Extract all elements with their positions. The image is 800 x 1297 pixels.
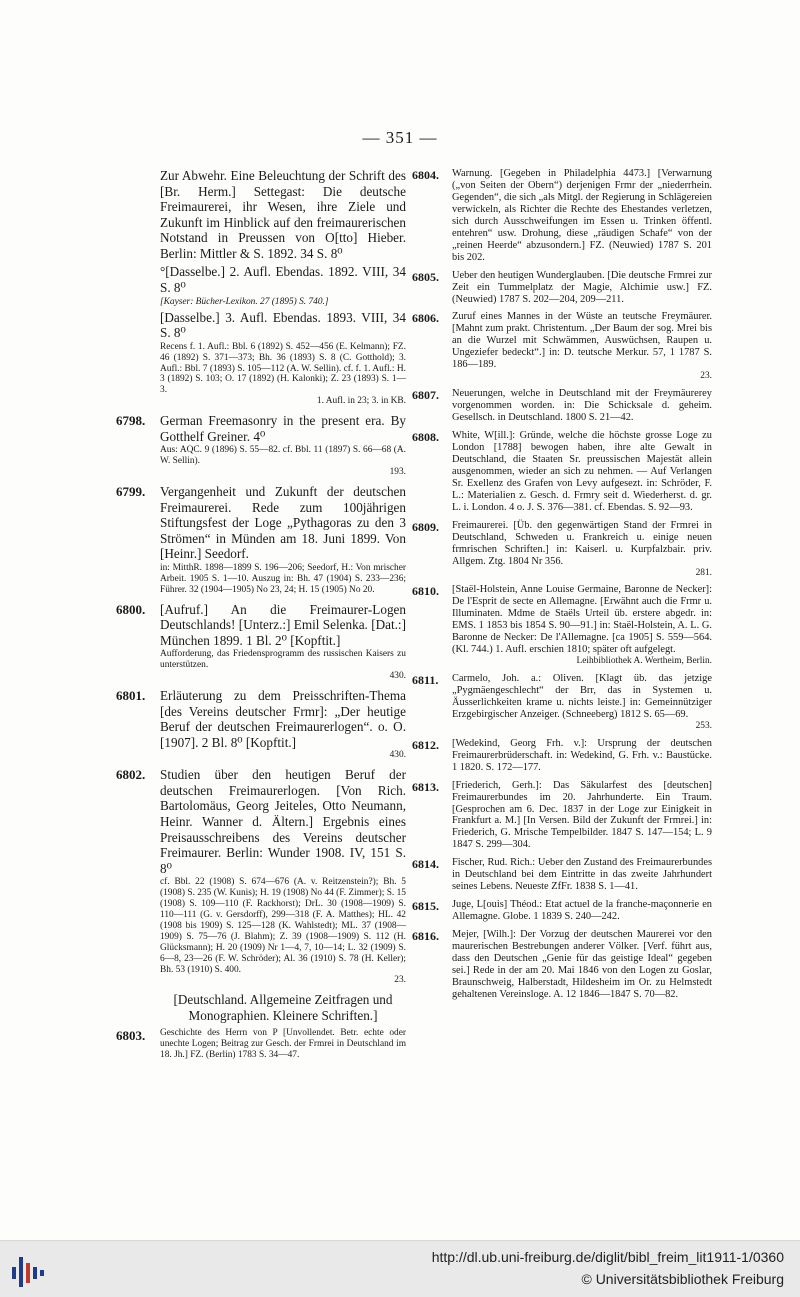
entry-continuation bbox=[116, 168, 406, 407]
entry-note: cf. Bbl. 22 (1908) S. 674—676 (A. v. Reitzenstein?); Bh. 5 (1908) S. 235 (W. Kunis); H. 19 (1908) No 44 (F. Zimmer); S. 15 (1908) S. 109—110 (F. Rackhorst); DrL. 30 (1908—1909) S. 110—111 (G. v. Gersdorff), 299—318 (F. A. Matthes); HL. 42 (1908 bis 1909) S. 125—128 (K. Wahlstedt); ML. 37 (1908—1909) S. 75—76 (J. Blahm); Z. 39 (1908—1909) S. 112 (H. Glücksmann); H. 20 (1909) Nr 1—4, 7, 10—14; L. 32 (1909) S. 6—8, 23—26 (F. W. Schröder); Al. 36 (1910) S. 78 (H. Keller); Bh. 53 (1910) S. 400. bbox=[160, 877, 406, 975]
entry-number: 6800. bbox=[116, 601, 146, 617]
copyright-text: © Universitätsbibliothek Freiburg bbox=[581, 1271, 784, 1287]
entry-6810 bbox=[412, 584, 712, 667]
page-number: — 351 — bbox=[362, 128, 438, 147]
entry-edition-2: °[Dasselbe.] 2. Aufl. Ebendas. 1892. VIII, 34 S. 8⁰ bbox=[160, 264, 406, 296]
entry-number: 6798. bbox=[116, 413, 146, 429]
entry-note: Aufforderung, das Friedensprogramm des russischen Kaisers zu unterstützen. bbox=[160, 649, 406, 671]
entry-main-text: Freimaurerei. [Üb. den gegenwärtigen Stand der Frmrei in Deutschland, Schweden u. Frankreich u. einige neuen frmrischen Schriften.] in: Kaiserl. u. Kurpfalzbair. priv. Allgem. Ztg. 1804 Nr 356. bbox=[452, 519, 712, 567]
entry-6804 bbox=[412, 168, 712, 264]
entry-main-text: [Staël-Holstein, Anne Louise Germaine, Baronne de Necker]: De l'Esprit de secte en Allemagne. [Erwähnt auch die Frmr u. Illuminaten. Mdme de Staëls Urteil üb. erstere abgedr. in: EMS. 1 1853 bis 1854 S. 90—91.] in: Staël-Holstein, A. L. G. Baronne de Necker: De l'Allemagne. [ca 1905] S. 559—564. (Kl. 744.) 1. Aufl. erschien 1810; später oft aufgelegt. bbox=[452, 584, 712, 656]
entry-main-text: [Friederich, Gerh.]: Das Säkularfest des [deutschen] Freimaurerbundes im 20. Jahrhunderte. Ein Traum. [Gesprochen am 6. Dec. 1837 in der Loge zur Einigkeit in Frankfurt a. M.] [In Versen. Bild der Zukunft der Frmrei.] in: Friederich, G. Mrische Tempelbilder. 1847 S. 147—154; L. 9 1847 S. 299—304. bbox=[452, 779, 712, 851]
entry-6799 bbox=[116, 484, 406, 596]
entry-holdings: Leihbibliothek A. Wertheim, Berlin. bbox=[576, 656, 712, 667]
entry-note: Aus: AQC. 9 (1896) S. 55—82. cf. Bbl. 11 (1897) S. 66—68 (A. W. Sellin). bbox=[160, 445, 406, 467]
entry-6807 bbox=[412, 388, 712, 424]
entry-holdings: 1. Aufl. in 23; 3. in KB. bbox=[316, 396, 406, 407]
entry-holdings: 253. bbox=[695, 720, 712, 731]
entry-number: 6810. bbox=[412, 584, 439, 599]
entry-holdings: 430. bbox=[389, 671, 406, 682]
entry-main-text: Erläuterung zu dem Preisschriften-Thema [des Vereins deutscher Frmr]: „Der heutige Beruf der deutschen Freimaurerlogen“. o. O. [1907]. 2 Bl. 8⁰ [Kopftit.] bbox=[160, 688, 406, 750]
entry-number: 6801. bbox=[116, 688, 146, 704]
entry-main-text: Ueber den heutigen Wunderglauben. [Die deutsche Frmrei zur Zeit ein Tummelplatz der Magie, Alchimie usw.] FZ. (Neuwied) 1787 S. 202—204, 209—211. bbox=[452, 269, 712, 305]
entry-number: 6806. bbox=[412, 311, 439, 326]
entry-6816 bbox=[412, 929, 712, 1001]
entry-main-text: Mejer, [Wilh.]: Der Vorzug der deutschen Maurerei vor den maurerischen Bestrebungen anderer Völker. [Verf. führt aus, dass den Deutschen „Genie für das geistige Ideal“ gegeben sei.] Rede in der am 20. Mai 1846 von den Logen zu Goslar, Braunschweig, Halberstadt, Hildesheim im Or. zu Helmstedt gehaltenen Vereinsloge. A. 12 1846—1847 S. 70—82. bbox=[452, 929, 712, 1000]
entry-number: 6813. bbox=[412, 779, 439, 794]
entry-holdings: 430. bbox=[389, 750, 406, 761]
entry-number: 6803. bbox=[116, 1028, 146, 1044]
entry-main-text: Warnung. [Gegeben in Philadelphia 4473.] [Verwarnung („von Seiten der Obern“) derjenigen Frmr der „niederrhein. Gegenden“, die sich „als Mitgl. der Regierung in Schlägereien verwickeln, als Richter die Rechte des Ehestandes verletzen, sich durch Ausschweifungen im Essen u. Trinken öffentl. entehren“ usw. Drohung, diese „räudigen Schafe“ von der „reinen Heerde“ abzusondern.] FZ. (Neuwied) 1787 S. 201 bis 202. bbox=[452, 168, 712, 263]
entry-6806 bbox=[412, 311, 712, 382]
entry-number: 6799. bbox=[116, 484, 146, 499]
entry-holdings: 23. bbox=[700, 371, 712, 382]
entry-6808 bbox=[412, 430, 712, 514]
entry-main-text: Carmelo, Joh. a.: Oliven. [Klagt üb. das jetzige „Pygmäengeschlecht“ der Brr, das in Systemen u. Äusserlichkeiten krame u. nichts leiste.] in: Gemeinnütziger Erzgebirgischer Anzeiger. (Schneeberg) 1812 S. 65—69. bbox=[452, 673, 712, 720]
entry-main-text: Vergangenheit und Zukunft der deutschen Freimaurerei. Rede zum 100jährigen Stiftungsfest der Loge „Pythagoras zu den 3 Strömen“ in Münden am 18. Juni 1899. Von [Heinr.] Seedorf. bbox=[160, 484, 406, 562]
entry-number: 6816. bbox=[412, 929, 439, 944]
entry-holdings: 193. bbox=[389, 467, 406, 478]
right-column bbox=[412, 168, 712, 1007]
entry-holdings: 281. bbox=[695, 567, 712, 578]
entry-6800 bbox=[116, 602, 406, 682]
entry-6815 bbox=[412, 899, 712, 923]
entry-edition-2-note: [Kayser: Bücher-Lexikon. 27 (1895) S. 740.] bbox=[160, 296, 329, 307]
entry-number: 6805. bbox=[412, 269, 439, 284]
entry-main-text: Zuruf eines Mannes in der Wüste an teutsche Freymäurer. [Mahnt zum prakt. Christentum. „Der Baum der sog. Mrei bis an die Wurzel mit Schwämmen, Auswüchsen, Raupen u. Ungeziefer bedeckt“.] in: D. teutsche Merkur. 57, 1 1787 S. 186—189. bbox=[452, 311, 712, 371]
entry-6809 bbox=[412, 520, 712, 579]
entry-number: 6815. bbox=[412, 899, 439, 914]
entry-6803 bbox=[116, 1028, 406, 1061]
entry-6814 bbox=[412, 857, 712, 893]
entry-main-text: [Aufruf.] An die Freimaurer-Logen Deutschlands! [Unterz.:] Emil Selenka. [Dat.:] München 1899. 1 Bl. 2⁰ [Kopftit.] bbox=[160, 601, 406, 648]
entry-edition-3: [Dasselbe.] 3. Aufl. Ebendas. 1893. VIII, 34 S. 8⁰ bbox=[160, 309, 406, 341]
entry-main-text: Zur Abwehr. Eine Beleuchtung der Schrift des [Br. Herm.] Settegast: Die deutsche Freimaurerei, ihr Wesen, ihre Ziele und Zukunft im Hinblick auf den freimaurerischen Notstand in Preussen von O[tto] Hieber. Berlin: Mittler & S. 1892. 34 S. 8⁰ bbox=[160, 168, 406, 261]
entry-6801 bbox=[116, 688, 406, 761]
entry-number: 6809. bbox=[412, 519, 439, 534]
entry-note: in: MitthR. 1898—1899 S. 196—206; Seedorf, H.: Von mrischer Arbeit. 1905 S. 1—10. Auszug in: Bh. 47 (1904) S. 233—236; Führer. 32 (1904—1905) No 23, 24; H. 15 (1905) No 20. bbox=[160, 562, 406, 595]
entry-number: 6802. bbox=[116, 767, 146, 783]
entry-number: 6804. bbox=[412, 168, 439, 182]
entry-main-text: Juge, L[ouis] Théod.: Etat actuel de la franche-maçonnerie en Allemagne. Globe. 1 1839 S. 240—242. bbox=[452, 899, 712, 923]
ub-freiburg-logo-icon bbox=[8, 1251, 48, 1291]
section-heading: [Deutschland. Allgemeine Zeitfragen und Monographien. Kleinere Schriften.] bbox=[173, 992, 393, 1024]
entry-main-text: White, W[ill.]: Gründe, welche die höchste grosse Loge zu London [1788] bewogen haben, ihre alte Gewalt in Deutschland, die Staaten Sr. preussischen Majestät allein ausgenommen, wieder an sich zu nehmen. — Auf Verlangen Sr. Exellenz des Grafen von Levy aufgesezt. in: Schröder, F. L.: Materialien z. Gesch. d. Frmry seit d. Wiederherst. d. gr. L. i. London. 4 o. J. S. 376—381. cf. Ebendas. S. 92—93. bbox=[452, 430, 712, 513]
entry-6802 bbox=[116, 767, 406, 986]
entry-number: 6811. bbox=[412, 673, 439, 688]
entry-main-text: Studien über den heutigen Beruf der deutschen Freimaurerlogen. [Von Rich. Bartolomäus, Georg Jeiteles, Otto Neumann, Heinr. Wanner d. Ältern.] Ergebnis eines Preisausschreibens des Vereins deutscher Freimaurer. Berlin: Wunder 1908. IV, 151 S. 8⁰ bbox=[160, 767, 406, 876]
entry-number: 6812. bbox=[412, 737, 439, 752]
entry-number: 6814. bbox=[412, 857, 439, 872]
entry-main-text: Neuerungen, welche in Deutschland mit der Freymäurerey vorgenommen worden. in: Die Schicksale d. geheim. Gesellsch. in Deutschland. 1800 S. 21—42. bbox=[452, 388, 712, 424]
entry-number: 6808. bbox=[412, 430, 439, 445]
entry-holdings: 23. bbox=[394, 975, 406, 986]
entry-6813 bbox=[412, 780, 712, 852]
entry-6805 bbox=[412, 270, 712, 306]
entry-6798 bbox=[116, 413, 406, 478]
entry-main-text: Fischer, Rud. Rich.: Ueber den Zustand des Freimaurerbundes in Deutschland bei dem Eintritte in das zweite Jahrhundert seines Lebens. Neueste ZfFr. 1838 S. 1—41. bbox=[452, 857, 712, 893]
entry-number: 6807. bbox=[412, 388, 439, 403]
viewer-footer bbox=[0, 1240, 800, 1297]
entry-6812 bbox=[412, 738, 712, 774]
left-column bbox=[116, 168, 406, 1067]
entry-main-text: German Freemasonry in the present era. By Gotthelf Greiner. 4⁰ bbox=[160, 413, 406, 444]
entry-edition-3-note: Recens f. 1. Aufl.: Bbl. 6 (1892) S. 452—456 (E. Kelmann); FZ. 46 (1892) S. 371—373; Bh. 36 (1893) S. 8 (C. Gotthold); 3. Aufl.: Bbl. 7 (1893) S. 105—112 (A. W. Sellin). cf. f. 1. Aufl.: H. 3 (1892) S. 103; O. 17 (1892) (H. Kalonki); Z. 23 (1893) S. 1—3. bbox=[160, 341, 406, 396]
permalink-url[interactable]: http://dl.ub.uni-freiburg.de/diglit/bibl_freim_lit1911-1/0360 bbox=[431, 1249, 784, 1265]
entry-main-text: [Wedekind, Georg Frh. v.]: Ursprung der deutschen Freimaurerbrüderschaft. in: Wedekind, G. Frh. v.: Baustücke. 1 1820. S. 172—177. bbox=[452, 737, 712, 773]
entry-main-text: Geschichte des Herrn von P [Unvollendet. Betr. echte oder unechte Logen; Beitrag zur Gesch. der Frmrei in Deutschland im 18. Jh.] FZ. (Berlin) 1783 S. 34—47. bbox=[160, 1028, 406, 1060]
entry-6811 bbox=[412, 673, 712, 732]
